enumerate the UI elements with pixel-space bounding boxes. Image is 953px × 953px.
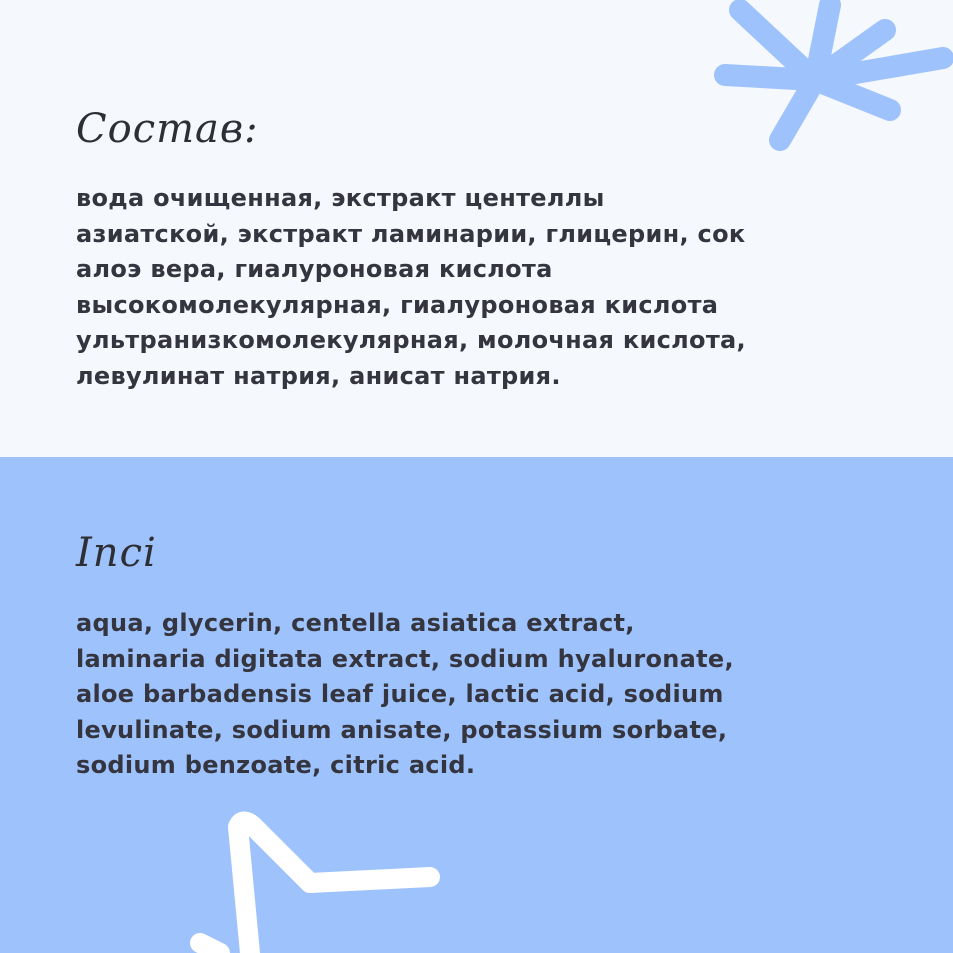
composition-line: высокомолекулярная, гиалуроновая кислота [76,290,719,319]
inci-line: laminaria digitata extract, sodium hyaluronate, [76,644,734,673]
composition-line: алоэ вера, гиалуроновая кислота [76,255,553,283]
composition-line: вода очищенная, экстракт центеллы [76,184,605,212]
asterisk-icon [690,0,953,180]
inci-line: aqua, glycerin, centella asiatica extract, [76,609,635,637]
inci-line: aloe barbadensis leaf juice, lactic acid, sodium [76,680,724,708]
composition-line: азиатской, экстракт ламинарии, глицерин, сок [76,219,746,248]
inci-line: sodium benzoate, citric acid. [76,751,476,779]
inci-line: levulinate, sodium anisate, potassium sorbate, [76,715,728,744]
composition-line: левулинат натрия, анисат натрия. [76,361,561,390]
composition-heading: Состав: [76,106,259,152]
composition-text [76,181,891,394]
composition-line: ультранизкомолекулярная, молочная кислота, [76,326,746,354]
inci-text [76,606,891,784]
star-outline-icon [190,805,450,953]
inci-heading: Inci [76,530,157,576]
